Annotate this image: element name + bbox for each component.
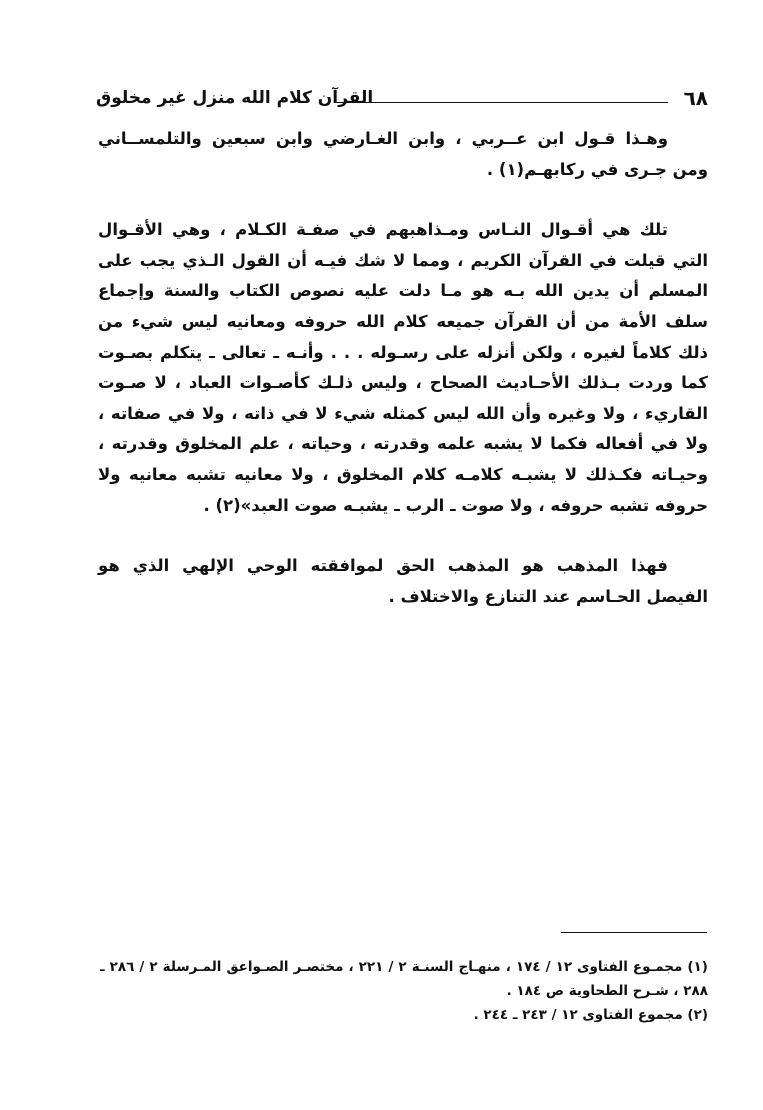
- page-number: ٦٨: [683, 86, 708, 110]
- footnote-2: (٢) مجموع الفتاوى ١٢ / ٢٤٣ ـ ٢٤٤ .: [473, 1007, 708, 1023]
- paragraph-2: تلك هي أقـوال النـاس ومـذاهبهم في صفـة الكـلام ، وهي الأقـوال التي قيلت في القرآن الكريم ، ومما لا شك فيـه أن القول الـذي يجب على المسلم أن يدين الله بـه هو مـا دلت عليه نصوص الكتاب والسنة وإجماع سلف الأمة من أن القرآن جميعه كلام الله حروفه ومعانيه ليس شيء من ذلك كلاماً لغيره ، ولكن أنزله على رسـوله . . . وأنـه ـ تعالى ـ يتكلم بصـوت كما وردت بـذلك الأحـاديث الصحاح ، وليس ذلـك كأصـوات العباد ، لا صـوت القاريء ، ولا وغيره وأن الله ليس كمثله شيء لا في ذاته ، ولا في صفاته ، ولا في أفعاله فكما لا يشبه علمه وقدرته ، وحياته ، علم المخلوق وقدرته ، وحيـاته فكـذلك لا يشبـه كلامـه كلام المخلوق ، ولا معانيه تشبه معانيه ولا حروفه تشبه حروفه ، ولا صوت ـ الرب ـ يشبـه صوت العبد»(٢) .: [98, 220, 708, 515]
- footnote-rule: [561, 932, 707, 933]
- running-title: القرآن كلام الله منزل غير مخلوق: [96, 88, 374, 108]
- footnote-1: (١) مجمـوع الفتاوى ١٢ / ١٧٤ ، منهـاج السنـة ٢ / ٢٢١ ، مختصـر الصـواعق المـرسلة ٢ / ٢٨٦ ـ ٢٨٨ ، شـرح الطحاوية ص ١٨٤ .: [100, 959, 708, 999]
- footnotes: [100, 955, 708, 1027]
- main-text: [98, 124, 708, 642]
- header-rule: [336, 102, 668, 103]
- paragraph-1: وهـذا قـول ابن عــربي ، وابن الغـارضي وابن سبعين والتلمســاني ومن جـرى في ركابهـم(١) .: [98, 129, 708, 179]
- paragraph-3: فهذا المذهب هو المذهب الحق لموافقته الوحي الإلهي الذي هو الفيصل الحـاسم عند التنازع والاختلاف .: [98, 556, 708, 606]
- page-header: [96, 84, 708, 116]
